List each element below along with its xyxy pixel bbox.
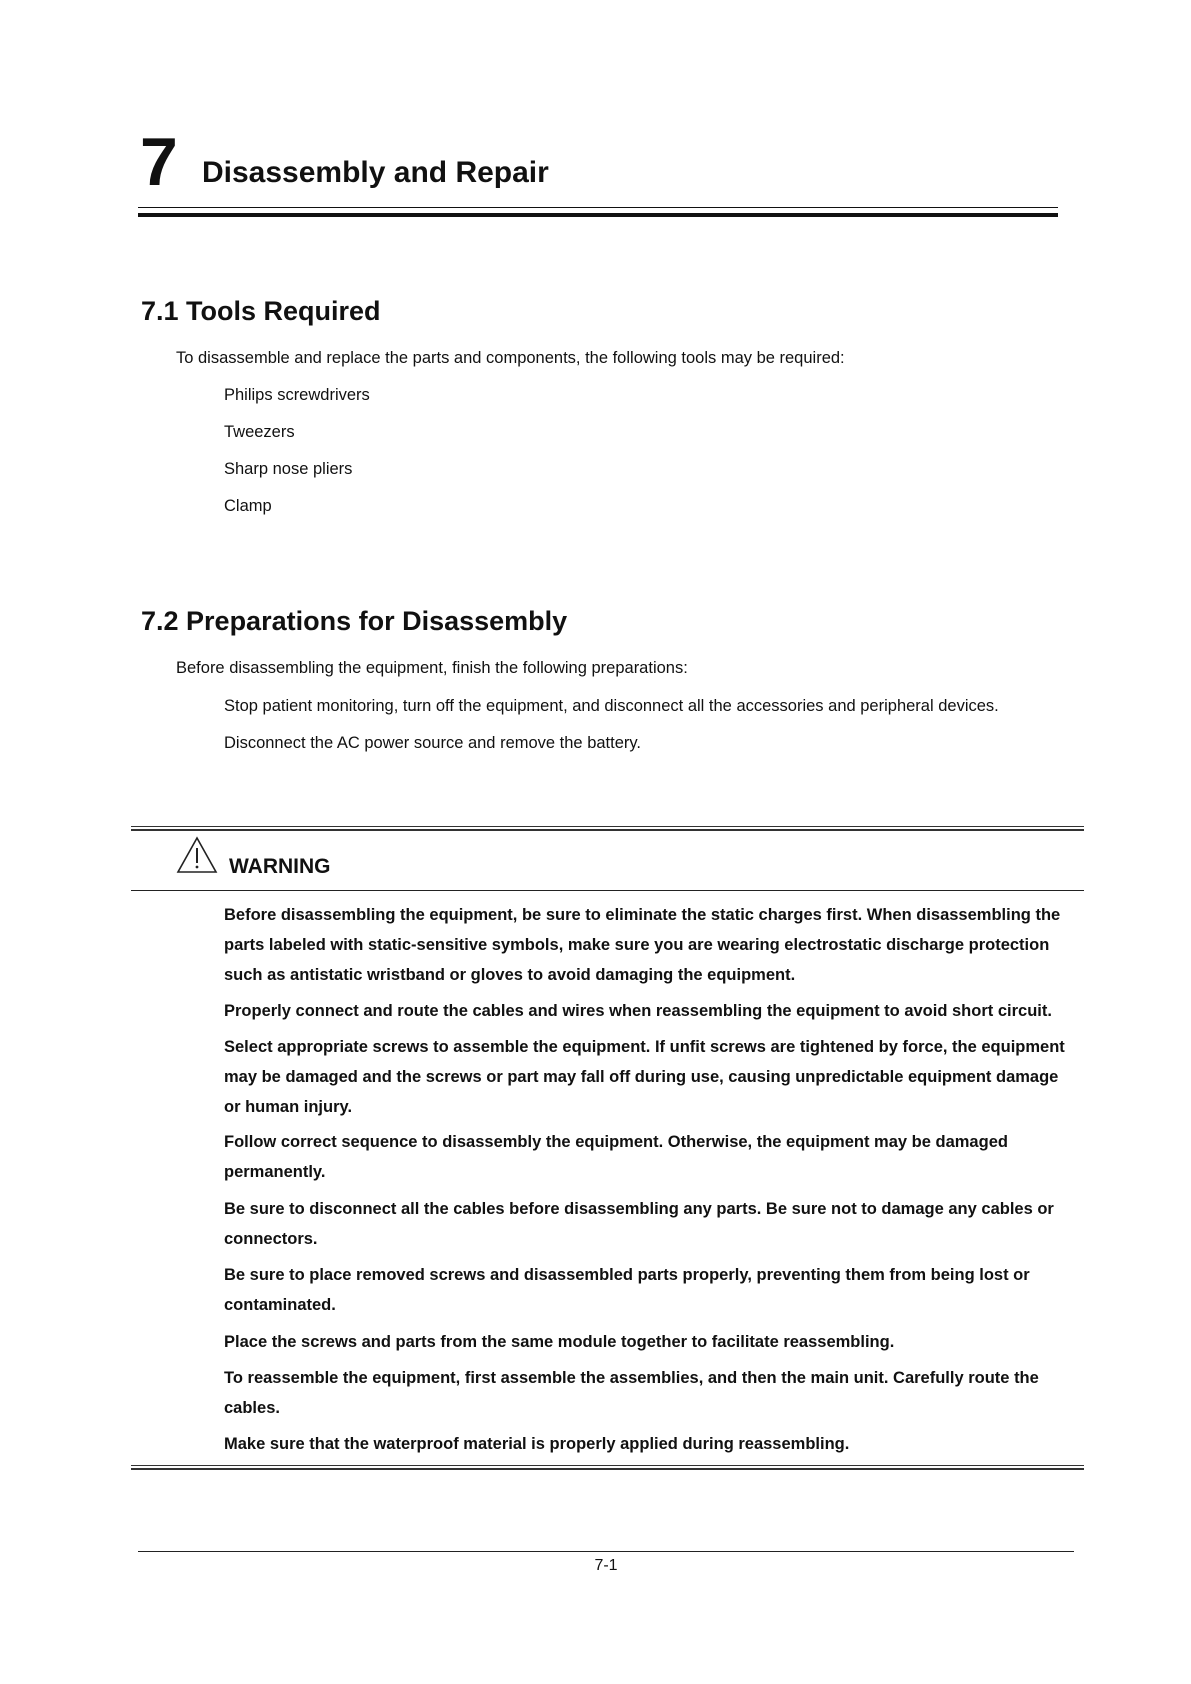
- list-item: Disconnect the AC power source and remove the battery.: [224, 734, 641, 752]
- warning-item: Select appropriate screws to assemble the equipment. If unfit screws are tightened by force, the equipment may be damaged and the screws or part may fall off during use, causing unpredictable equipment damage or human injury.: [224, 1038, 1065, 1116]
- list-item: Philips screwdrivers: [224, 386, 370, 404]
- warning-triangle-icon: [176, 836, 218, 874]
- warning-item: To reassemble the equipment, first assemble the assemblies, and then the main unit. Carefully route the cables.: [224, 1369, 1039, 1417]
- section-title-preparations: 7.2 Preparations for Disassembly: [141, 606, 568, 636]
- list-item: Tweezers: [224, 423, 295, 441]
- list-item: Sharp nose pliers: [224, 460, 353, 478]
- warning-item: Be sure to place removed screws and disassembled parts properly, preventing them from being lost or contaminated.: [224, 1266, 1030, 1314]
- section-intro-preparations: Before disassembling the equipment, finish the following preparations:: [176, 659, 688, 677]
- section-intro-tools: To disassemble and replace the parts and components, the following tools may be required:: [176, 349, 845, 367]
- warning-item: Follow correct sequence to disassembly the equipment. Otherwise, the equipment may be damaged permanently.: [224, 1133, 1008, 1181]
- chapter-title: Disassembly and Repair: [202, 156, 549, 189]
- warning-header-rule: [131, 890, 1084, 891]
- chapter-number: 7: [140, 124, 178, 200]
- list-item: Clamp: [224, 497, 272, 515]
- page-number: 7-1: [594, 1557, 618, 1574]
- warning-top-rule: [131, 826, 1084, 831]
- warning-label: WARNING: [229, 855, 331, 878]
- chapter-title-rule: [138, 207, 1058, 217]
- warning-item: Place the screws and parts from the same module together to facilitate reassembling.: [224, 1333, 895, 1351]
- section-title-tools-required: 7.1 Tools Required: [141, 296, 381, 326]
- footer-rule: [138, 1551, 1074, 1552]
- warning-item: Make sure that the waterproof material is properly applied during reassembling.: [224, 1435, 850, 1453]
- warning-item: Be sure to disconnect all the cables before disassembling any parts. Be sure not to damage any cables or connectors.: [224, 1200, 1054, 1248]
- warning-bottom-rule: [131, 1465, 1084, 1470]
- list-item: Stop patient monitoring, turn off the equipment, and disconnect all the accessories and peripheral devices.: [224, 697, 999, 715]
- warning-item: Properly connect and route the cables and wires when reassembling the equipment to avoid short circuit.: [224, 1002, 1052, 1020]
- warning-item: Before disassembling the equipment, be sure to eliminate the static charges first. When disassembling the parts labeled with static-sensitive symbols, make sure you are wearing electrostatic discharge protection such as antistatic wristband or gloves to avoid damaging the equipment.: [224, 906, 1061, 984]
